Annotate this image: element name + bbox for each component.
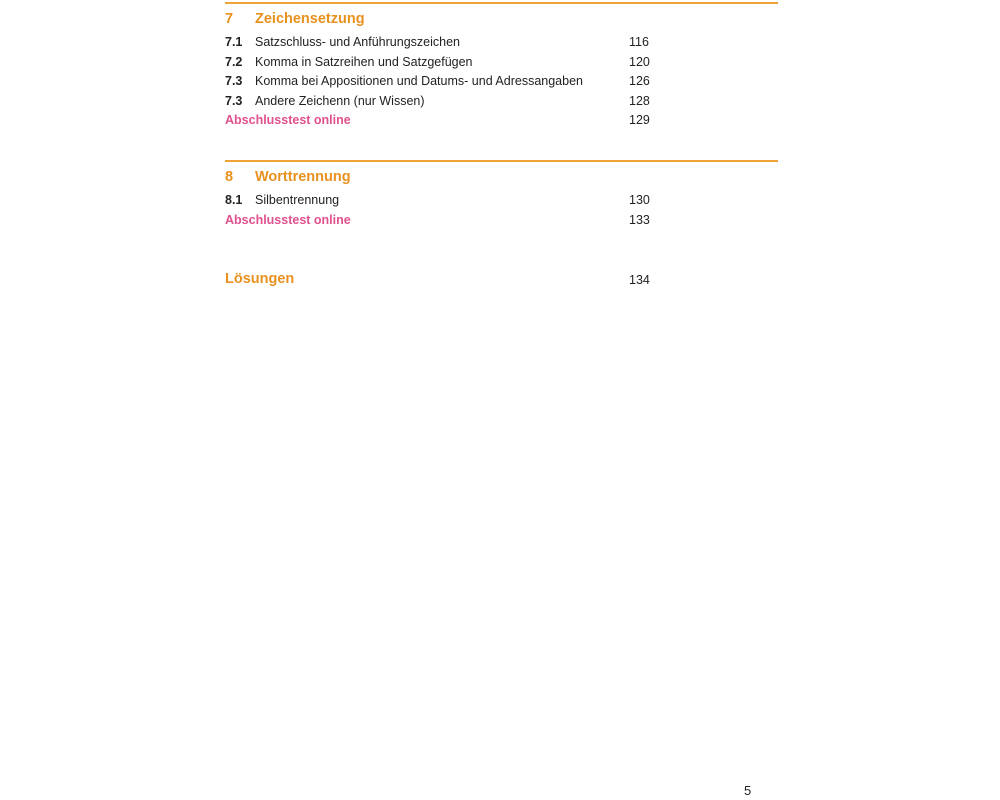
section-number: 8.1: [225, 193, 243, 207]
toc-entry[interactable]: [225, 33, 778, 53]
chapter-7: [225, 2, 778, 131]
online-test-link[interactable]: [225, 211, 778, 231]
chapter-title: Worttrennung: [255, 169, 351, 185]
chapter-8: [225, 160, 778, 230]
online-test-page: 129: [629, 113, 650, 127]
toc-entry[interactable]: [225, 92, 778, 112]
online-test-page: 133: [629, 212, 650, 227]
toc-entries: [225, 33, 778, 131]
chapter-title: Zeichensetzung: [255, 11, 365, 27]
section-page: 126: [629, 74, 650, 88]
chapter-heading: [225, 11, 778, 27]
chapter-heading: [225, 169, 778, 185]
section-title: Satzschluss- und Anführungszeichen: [255, 35, 460, 49]
solutions-entry[interactable]: [225, 271, 778, 293]
solutions-title: Lösungen: [225, 271, 295, 287]
chapter-divider: [225, 160, 778, 162]
toc-entry[interactable]: [225, 53, 778, 73]
section-title: Komma bei Appositionen und Datums- und Adressangaben: [255, 74, 583, 88]
section-title: Andere Zeichenn (nur Wissen): [255, 93, 425, 108]
online-test-link[interactable]: [225, 111, 778, 131]
section-number: 7.3: [225, 74, 243, 88]
chapter-number: 7: [225, 11, 234, 27]
section-number: 7.2: [225, 54, 243, 69]
section-number: 7.3: [225, 93, 243, 108]
section-page: 120: [629, 54, 650, 69]
page-number: 5: [744, 783, 752, 798]
chapter-number: 8: [225, 169, 234, 185]
section-title: Silbentrennung: [255, 193, 340, 207]
online-test-label: Abschlusstest online: [225, 212, 351, 227]
section-title: Komma in Satzreihen und Satzgefügen: [255, 54, 473, 69]
section-number: 7.1: [225, 35, 243, 49]
toc-entry[interactable]: [225, 191, 778, 211]
toc-entry[interactable]: [225, 72, 778, 92]
solutions-page: 134: [629, 273, 650, 287]
online-test-label: Abschlusstest online: [225, 113, 351, 127]
section-page: 128: [629, 93, 650, 108]
chapter-divider: [225, 2, 778, 4]
section-page: 130: [629, 193, 650, 207]
section-page: 116: [629, 35, 649, 49]
toc-entries: [225, 191, 778, 230]
